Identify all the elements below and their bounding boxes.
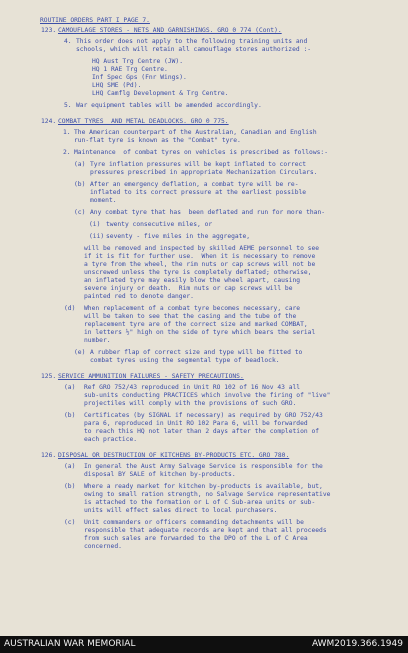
section-number: 125. xyxy=(41,373,57,380)
paragraph-marker: (e) xyxy=(74,349,86,356)
paragraph-line: schools, which will retain all camouflage stores authorized :- xyxy=(76,46,312,53)
paragraph-line: owing to small ration strength, no Salvage Service representative xyxy=(84,491,331,498)
paragraph-line: LHQ SME (Pd). xyxy=(92,82,142,89)
accession-number: AWM2019.366.1949 xyxy=(311,639,403,649)
paragraph-marker: (c) xyxy=(64,519,76,526)
paragraph-line: War equipment tables will be amended accordingly. xyxy=(76,102,262,109)
paragraph-line: is attached to the formation or L of C Sub-area units or sub- xyxy=(84,499,316,506)
paragraph-line: moment. xyxy=(90,197,117,204)
paragraph-marker: (b) xyxy=(64,412,76,419)
paragraph-line: seventy - five miles in the aggregate, xyxy=(106,233,251,240)
paragraph-line: inflated to its correct pressure at the earliest possible xyxy=(90,189,307,196)
paragraph-line: LHQ Camflg Development & Trg Centre. xyxy=(92,90,229,97)
paragraph-line: In general the Aust Army Salvage Service is responsible for the xyxy=(84,463,323,470)
paragraph-line: para 6, reproduced in Unit RO 102 Para 6, will be forwarded xyxy=(84,420,308,427)
paragraph-line: HQ Aust Trg Centre (JW). xyxy=(92,58,183,65)
paragraph-line: Ref GRO 752/43 reproduced in Unit RO 102 of 16 Nov 43 all xyxy=(84,384,301,391)
paragraph-marker: 1. xyxy=(63,129,71,136)
section-title: SERVICE AMMUNITION FAILURES - SAFETY PRECAUTIONS. xyxy=(58,373,244,380)
paragraph-line: Maintenance of combat tyres on vehicles is prescribed as follows:- xyxy=(74,149,329,156)
paragraph-line: A rubber flap of correct size and type will be fitted to xyxy=(90,349,303,356)
paragraph-line: number. xyxy=(84,337,111,344)
paragraph-line: in letters ½" high on the side of tyre which bears the serial xyxy=(84,329,316,336)
section-number: 124. xyxy=(41,118,57,125)
paragraph-line: if it is fit for further use. When it is necessary to remove xyxy=(84,253,316,260)
institution-label: AUSTRALIAN WAR MEMORIAL xyxy=(4,639,136,649)
paragraph-marker: (a) xyxy=(64,384,76,391)
paragraph-marker: 4. xyxy=(64,38,72,45)
paragraph-marker: (a) xyxy=(74,161,86,168)
paragraph-line: will be taken to see that the casing and the tube of the xyxy=(84,313,297,320)
paragraph-line: sub-units conducting PRACTICES which involve the firing of "live" xyxy=(84,392,331,399)
section-number: 123. xyxy=(41,27,57,34)
paragraph-line: will be removed and inspected by skilled AEME personnel to see xyxy=(84,245,320,252)
paragraph-line: units will effect sales direct to local purchasers. xyxy=(84,507,278,514)
paragraph-line: from such sales are forwarded to the DPO of the L of C Area xyxy=(84,535,308,542)
paragraph-line: Certificates (by SIGNAL if necessary) as required by GRO 752/43 xyxy=(84,412,323,419)
paragraph-marker: (a) xyxy=(64,463,76,470)
section-title: CAMOUFLAGE STORES - NETS AND GARNISHINGS. GRO 0 774 (Cont). xyxy=(58,27,282,34)
paragraph-line: combat tyres using the segmental type of beadlock. xyxy=(90,357,280,364)
paragraph-line: responsible that adequate records are kept and that all proceeds xyxy=(84,527,327,534)
paragraph-marker: (c) xyxy=(74,209,86,216)
section-title: COMBAT TYRES AND METAL DEADLOCKS. GRO 0 775. xyxy=(58,118,229,125)
paragraph-line: painted red to denote danger. xyxy=(84,293,194,300)
paragraph-line: run-flat tyre is known as the "Combat" tyre. xyxy=(74,137,241,144)
paragraph-line: Any combat tyre that has been deflated and run for more than- xyxy=(90,209,326,216)
paragraph-line: each practice. xyxy=(84,436,138,443)
paragraph-marker: (ii) xyxy=(89,233,105,240)
page-header: ROUTINE ORDERS PART I PAGE 7. xyxy=(40,17,150,24)
paragraph-line: replacement tyre are of the correct size and marked COMBAT, xyxy=(84,321,308,328)
paragraph-line: Unit commanders or officers commanding detachments will be xyxy=(84,519,304,526)
paragraph-line: The American counterpart of the Australian, Canadian and English xyxy=(74,129,317,136)
paragraph-marker: (b) xyxy=(64,483,76,490)
paragraph-line: This order does not apply to the following training units and xyxy=(76,38,308,45)
paragraph-line: disposal BY SALE of kitchen by-products. xyxy=(84,471,236,478)
paragraph-line: twenty consecutive miles, or xyxy=(106,221,213,228)
paragraph-line: an inflated tyre may easily blow the wheel apart, causing xyxy=(84,277,301,284)
paragraph-line: HQ 1 RAE Trg Centre. xyxy=(92,66,168,73)
paragraph-line: Tyre inflation pressures will be kept inflated to correct xyxy=(90,161,307,168)
paragraph-marker: 2. xyxy=(63,149,71,156)
section-number: 126. xyxy=(41,452,57,459)
paragraph-line: unscrewed unless the tyre is completely deflated; otherwise, xyxy=(84,269,312,276)
section-title: DISPOSAL OR DESTRUCTION OF KITCHENS BY-PRODUCTS ETC. GRO 780. xyxy=(58,452,290,459)
paragraph-line: severe injury or death. Rim nuts or cap screws will be xyxy=(84,285,293,292)
paragraph-line: After an emergency deflation, a combat tyre will be re- xyxy=(90,181,299,188)
paragraph-line: concerned. xyxy=(84,543,122,550)
paragraph-line: Where a ready market for kitchen by-products is available, but, xyxy=(84,483,323,490)
paragraph-line: a tyre from the wheel, the rim nuts or cap screws will not be xyxy=(84,261,316,268)
archive-footer-bar xyxy=(0,636,408,653)
paragraph-line: to reach this HQ not later than 2 days after the completion of xyxy=(84,428,320,435)
paragraph-marker: (i) xyxy=(89,221,101,228)
paragraph-line: When replacement of a combat tyre becomes necessary, care xyxy=(84,305,301,312)
paragraph-marker: (d) xyxy=(64,305,76,312)
paragraph-marker: 5. xyxy=(64,102,72,109)
paragraph-line: pressures prescribed in appropriate Mechanization Circulars. xyxy=(90,169,318,176)
paragraph-line: Inf Spec Gps (Fnr Wings). xyxy=(92,74,187,81)
paragraph-marker: (b) xyxy=(74,181,86,188)
paragraph-line: projectiles will comply with the provisions of such GRO. xyxy=(84,400,297,407)
